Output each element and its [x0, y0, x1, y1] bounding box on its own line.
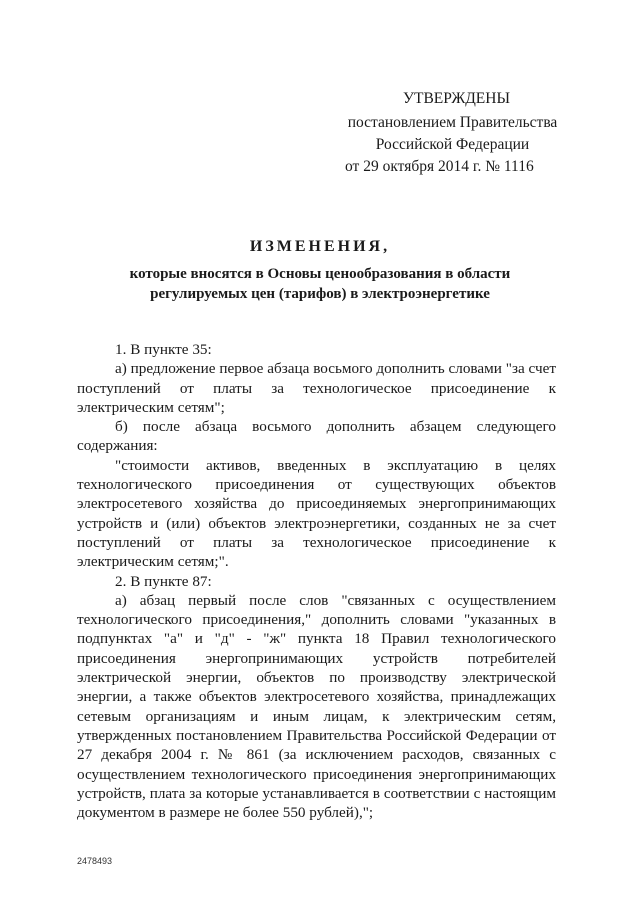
- footer-document-code: 2478493: [77, 856, 113, 866]
- approval-line-2: Российской Федерации: [375, 136, 530, 153]
- subtitle-line-1: которые вносятся в Основы ценообразования в области: [129, 266, 511, 282]
- paragraph-4: "стоимости активов, введенных в эксплуатацию в целях технологического присоединения от существующих объектов электросетевого хозяйства до присоединяемых энергопринимающих устройств и (или) объектов электроэнергетики, созданных не за счет поступлений от платы за технологическое присоединение к электрическим сетям;".: [77, 456, 556, 571]
- approval-line-3: от 29 октября 2014 г. № 1116: [345, 158, 534, 175]
- paragraph-2: а) предложение первое абзаца восьмого дополнить словами "за счет поступлений от платы за технологическое присоединение к электрическим сетям";: [77, 360, 556, 416]
- subtitle-line-2: регулируемых цен (тарифов) в электроэнергетике: [150, 286, 490, 302]
- paragraph-5: 2. В пункте 87:: [115, 572, 212, 590]
- paragraph-1: 1. В пункте 35:: [115, 341, 212, 358]
- document-body: [77, 340, 556, 822]
- paragraph-3: б) после абзаца восьмого дополнить абзацем следующего содержания:: [77, 418, 556, 455]
- approval-heading: УТВЕРЖДЕНЫ: [403, 90, 510, 107]
- document-title: ИЗМЕНЕНИЯ,: [249, 238, 391, 255]
- document-subtitle: [80, 264, 560, 304]
- approval-line-1: постановлением Правительства: [347, 114, 558, 131]
- approval-block: [345, 88, 560, 178]
- paragraph-6: а) абзац первый после слов "связанных с осуществлением технологического присоединения," дополнить словами "указанных в подпунктах "а" и "д" - "ж" пункта 18 Правил технологического присоединения энергопринимающих устройств потребителей электрической энергии, объектов по производству электрической энергии, а также объектов электросетевого хозяйства, принадлежащих сетевым организациям и иным лицам, к электрическим сетям, утвержденных постановлением Правительства Российской Федерации от 27 декабря 2004 г. № 861 (за исключением расходов, связанных с осуществлением технологического присоединения энергопринимающих устройств, плата за которые устанавливается в соответствии с настоящим документом в размере не более 550 рублей),";: [77, 591, 556, 822]
